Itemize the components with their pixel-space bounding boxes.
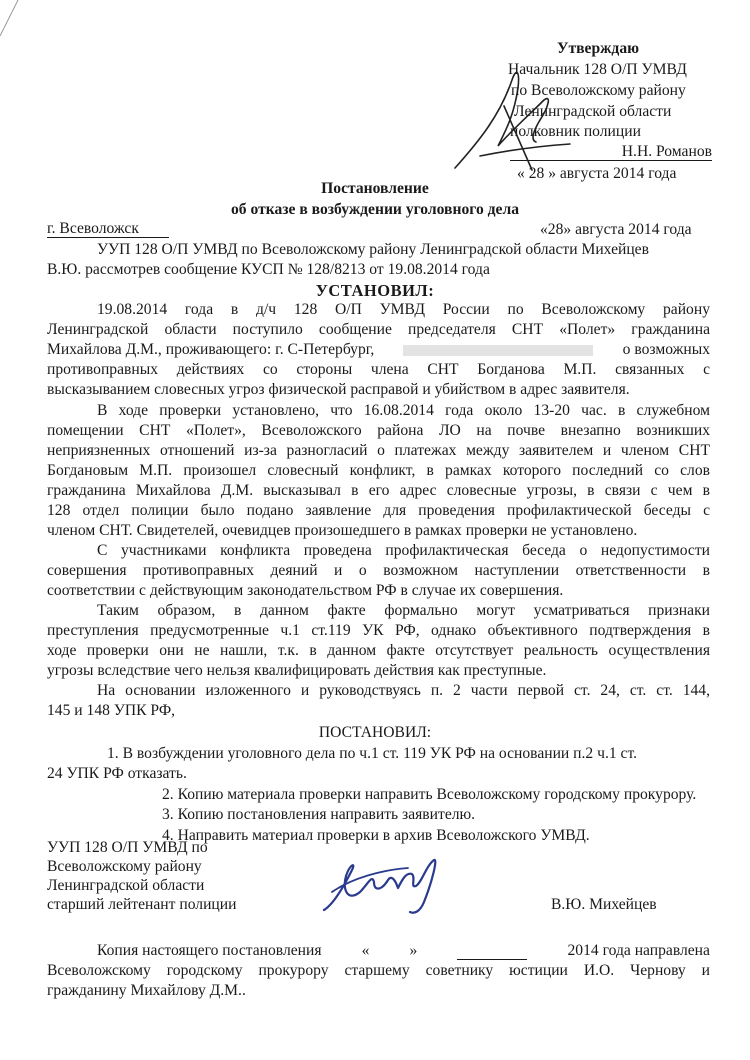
para2-line: Богдановым М.П. произошел словесный конфликт, в рамках которого последний со слов <box>47 462 710 479</box>
para5-line: 145 и 148 УПК РФ, <box>47 702 176 719</box>
resolution-item-1: 1. В возбуждении уголовного дела по ч.1 ст. 119 УК РФ на основании п.2 ч.1 ст. <box>107 745 638 762</box>
approval-title: Утверждаю <box>557 40 640 57</box>
para1-line3-start: Михайлова Д.М., проживающего: г. С-Петербург, <box>47 341 375 358</box>
para4-line: ходе проверки они не нашли, т.к. в данном факте отсутствует реальность осуществления <box>47 642 710 659</box>
signatory-line: УУП 128 О/П УМВД по <box>47 839 208 856</box>
approval-date: « 28 » августа 2014 года <box>517 165 677 182</box>
intro-line: В.Ю. рассмотрев сообщение КУСП № 128/8213 от 19.08.2014 года <box>47 261 490 278</box>
resolution-item-3: 3. Копию постановления направить заявителю. <box>162 806 476 823</box>
copy-note-quote-close: » <box>409 942 418 959</box>
document-date: «28» августа 2014 года <box>540 221 692 238</box>
para3-line: совершения противоправных деяний и о возможном наступлении ответственности в <box>47 562 710 579</box>
approval-line: по Всеволожскому району <box>511 82 686 99</box>
para1-line-with-redaction <box>47 341 710 359</box>
copy-note-line: гражданину Михайлову Д.М.. <box>47 982 246 999</box>
para1-line: Ленинградской области поступило сообщение председателя СНТ «Полет» гражданина <box>47 321 710 338</box>
para2-line: 128 отдел полиции было подано заявление для проведения профилактической беседы с <box>47 502 710 519</box>
copy-note-line <box>97 942 710 960</box>
resolved-heading: ПОСТАНОВИЛ: <box>318 724 432 741</box>
para1-line: противоправных действиях со стороны члена СНТ Богданова М.П. связанных с <box>47 361 710 378</box>
signatory-line: Ленинградской области <box>47 877 205 894</box>
para2-line: гражданина Михайлова Д.М. высказывал в его адрес словесные угрозы, в связи с чем в <box>47 482 710 499</box>
para4-line: Таким образом, в данном факте формально могут усматриваться признаки <box>97 602 710 619</box>
copy-note-quote-open: « <box>361 942 370 959</box>
signatory-name: В.Ю. Михейцев <box>551 896 657 913</box>
approval-line: полковник полиции <box>510 123 641 140</box>
document-subtitle: об отказе в возбуждении уголовного дела <box>230 201 520 218</box>
para1-line3-end: о возможных <box>622 341 710 358</box>
page-edge-mark <box>0 0 22 40</box>
para4-line: преступления предусмотренные ч.1 ст.119 УК РФ, однако объективного подтверждения в <box>47 622 710 639</box>
copy-note-line: Всеволожскому городскому прокурору старшему советнику юстиции И.О. Чернову и <box>47 962 710 979</box>
resolution-item-2: 2. Копию материала проверки направить Всеволожскому городскому прокурору. <box>162 786 697 803</box>
signatory-line: Всеволожскому району <box>47 858 202 875</box>
resolution-item-4: 4. Направить материал проверки в архив Всеволожского УМВД. <box>162 827 590 844</box>
signatory-line: старший лейтенант полиции <box>47 896 237 913</box>
para1-line: высказыванием словесных угроз физической расправой и убийством в адрес заявителя. <box>47 381 630 398</box>
para2-line: неприязненных отношений из-за разногласий о платежах между заявителем и членом СНТ <box>47 442 710 459</box>
established-heading: УСТАНОВИЛ: <box>315 281 435 300</box>
intro-line: УУП 128 О/П УМВД по Всеволожскому району Ленинградской области Михейцев <box>97 241 649 258</box>
approval-line: Начальник 128 О/П УМВД <box>508 61 687 78</box>
para4-line: угрозы вследствие чего нельзя квалифицировать действия как преступные. <box>47 662 547 679</box>
para2-line: членом СНТ. Свидетелей, очевидцев произошедшего в рамках проверки не установлено. <box>47 522 638 539</box>
copy-note-start: Копия настоящего постановления <box>97 942 322 959</box>
approver-name: Н.Н. Романов <box>510 144 712 161</box>
place: г. Всеволожск <box>47 221 169 238</box>
redacted-address <box>403 345 593 356</box>
para2-line: помещении СНТ «Полет», Всеволожского района ЛО на почве внезапно возникших <box>47 422 710 439</box>
resolution-item-1-cont: 24 УПК РФ отказать. <box>47 765 187 782</box>
copy-note-end: 2014 года направлена <box>567 942 710 959</box>
para3-line: соответствии с действующим законодательством РФ в случае их совершения. <box>47 582 564 599</box>
para1-line: 19.08.2014 года в д/ч 128 О/П УМВД России по Всеволожскому району <box>97 301 710 318</box>
para2-line: В ходе проверки установлено, что 16.08.2014 года около 13-20 час. в служебном <box>97 402 710 419</box>
signatory-signature-image <box>312 852 462 922</box>
approval-line: Ленинградской области <box>514 103 672 120</box>
para3-line: С участниками конфликта проведена профилактическая беседа о недопустимости <box>97 542 710 559</box>
copy-note-blank <box>457 947 527 960</box>
para5-line: На основании изложенного и руководствуясь п. 2 части первой ст. 24, ст. ст. 144, <box>97 682 710 699</box>
document-title: Постановление <box>321 180 429 197</box>
